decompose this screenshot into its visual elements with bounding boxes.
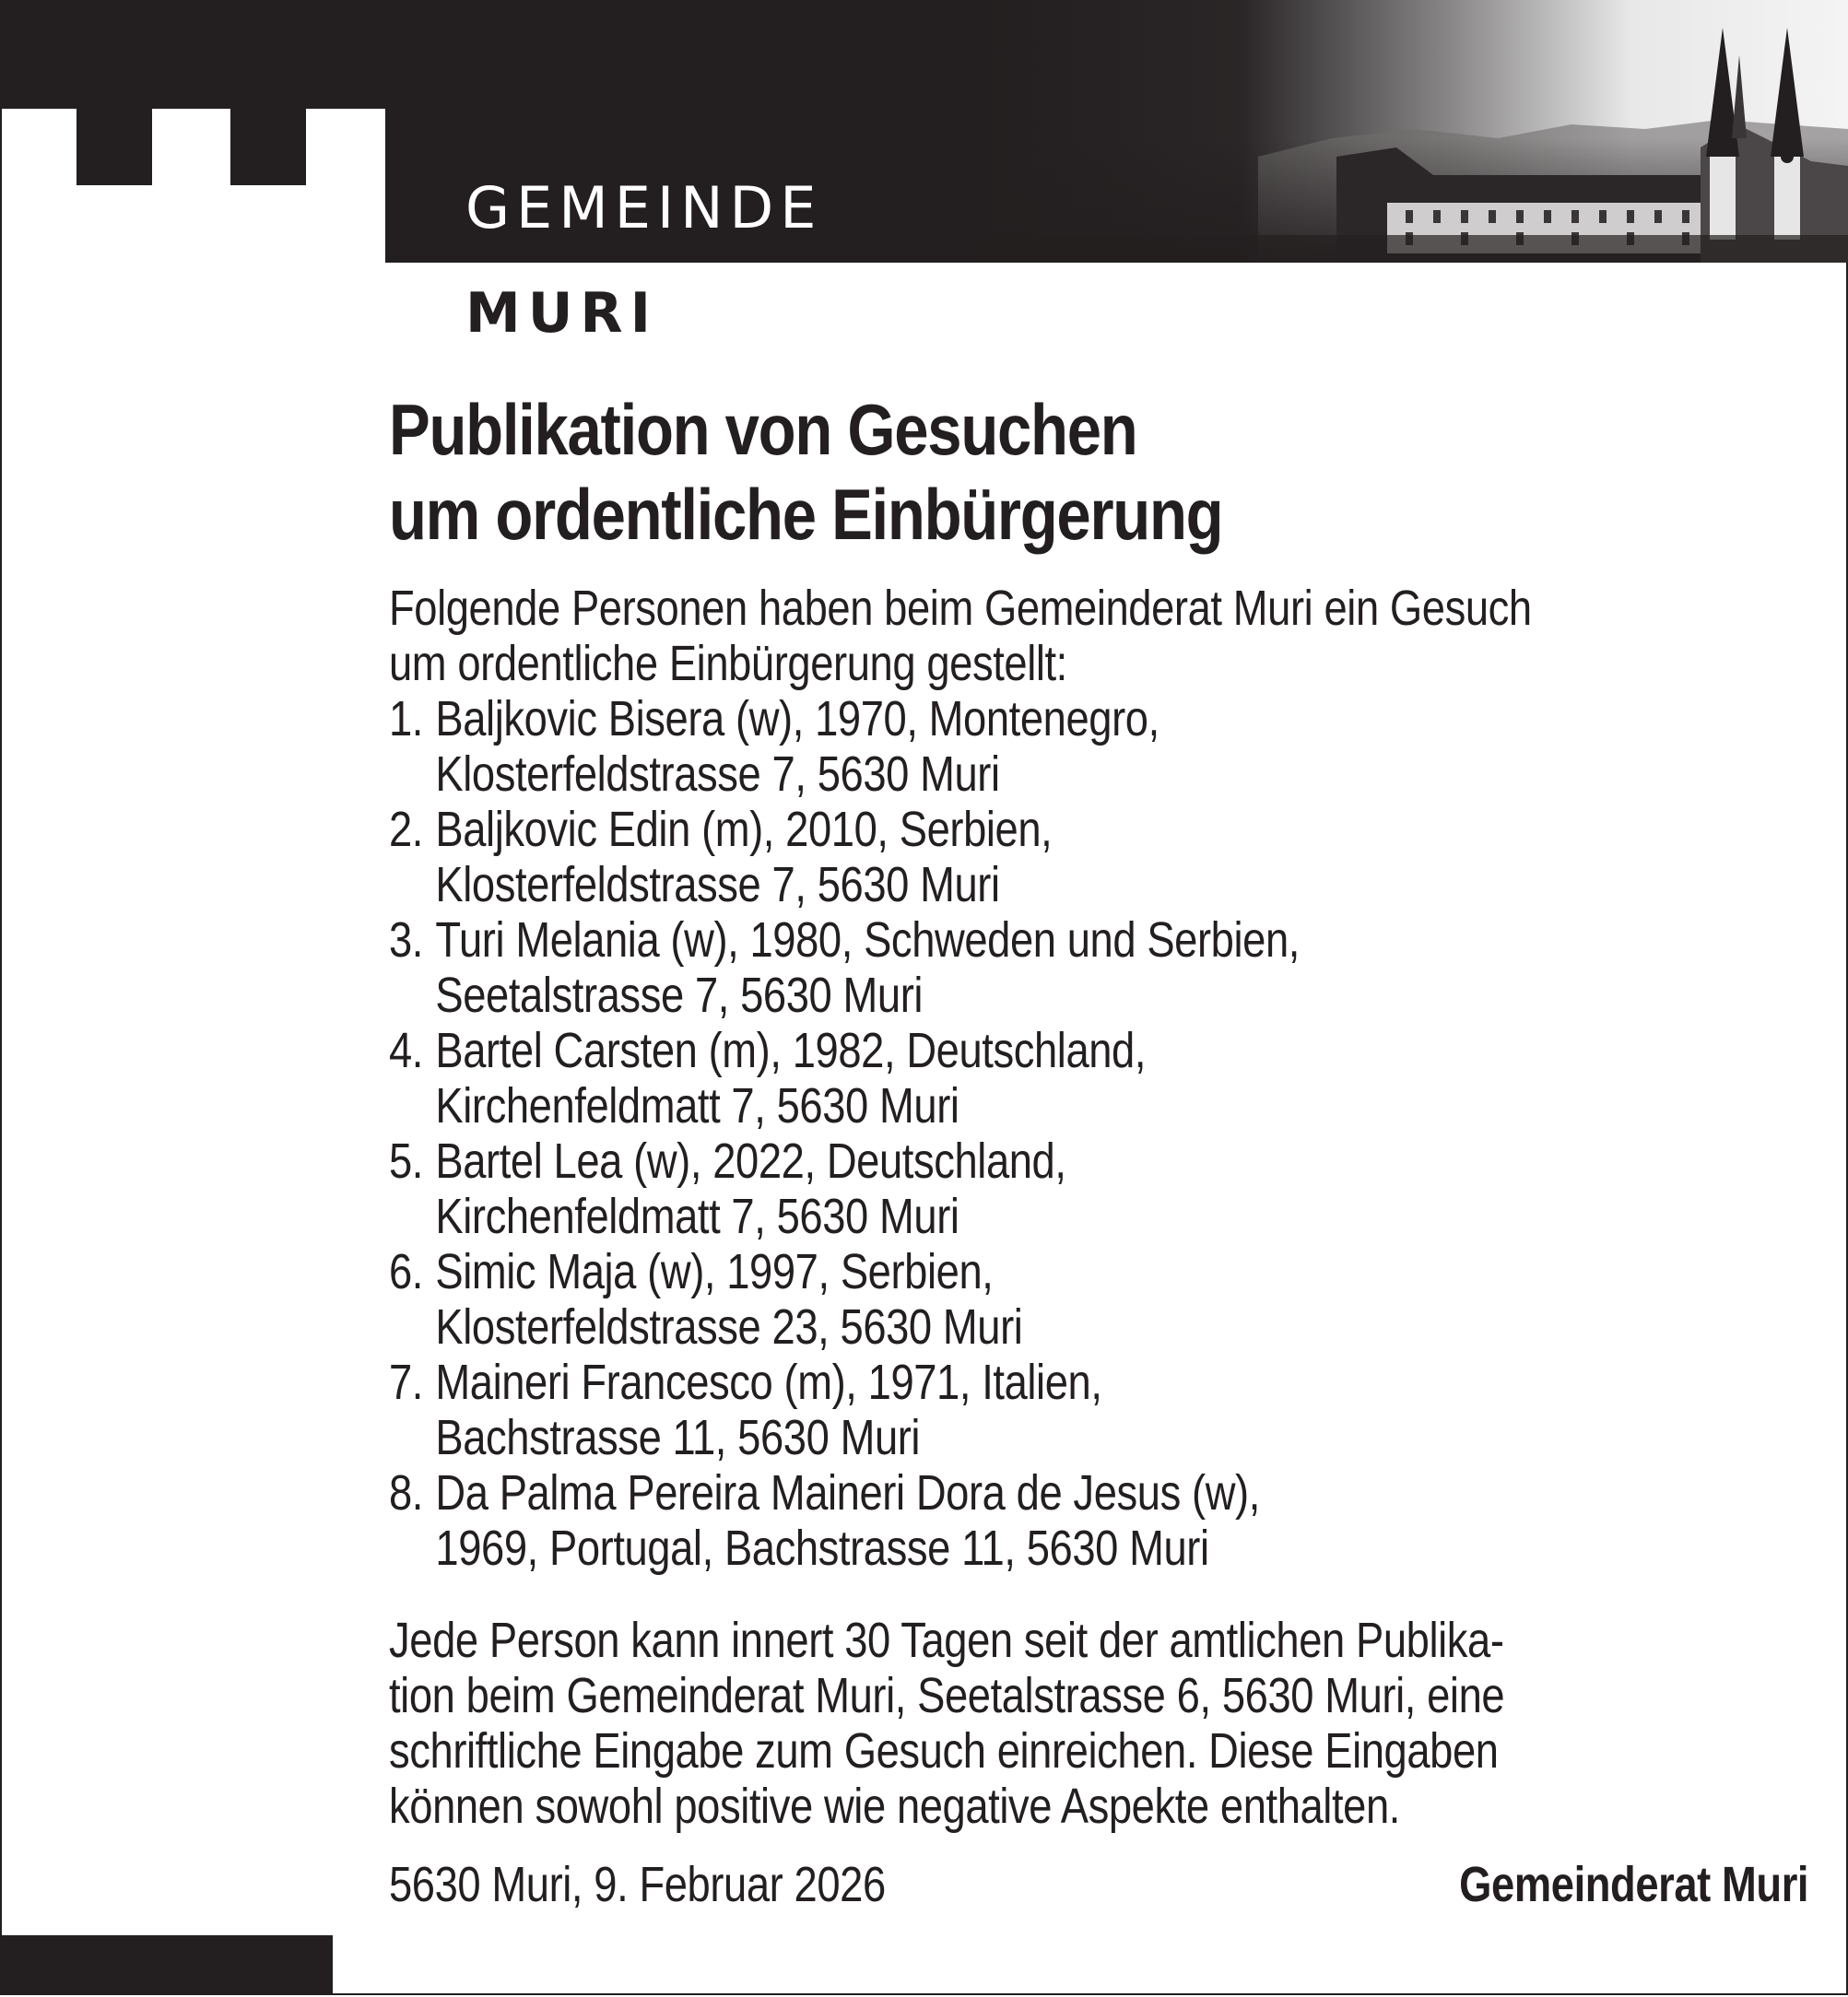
- signature: Gemeinderat Muri: [1459, 1857, 1808, 1912]
- intro-line-1: Folgende Personen haben beim Gemeinderat Muri ein Gesuch: [389, 581, 1532, 636]
- intro-paragraph: [389, 581, 1532, 691]
- logo-battlement-1: [77, 108, 152, 185]
- monastery-photo-icon: [982, 0, 1848, 263]
- applicant-details: Da Palma Pereira Maineri Dora de Jesus (w),: [435, 1465, 1260, 1521]
- item-number: 1.: [389, 691, 423, 746]
- applicant-address: Seetalstrasse 7, 5630 Muri: [435, 968, 924, 1023]
- applicant-address: Klosterfeldstrasse 7, 5630 Muri: [435, 857, 1000, 912]
- applicant-address: Kirchenfeldmatt 7, 5630 Muri: [435, 1189, 959, 1244]
- applicant-list: [389, 691, 1300, 1576]
- notice-content: [389, 387, 1808, 1912]
- closing-paragraph: [389, 1613, 1504, 1834]
- item-number: 6.: [389, 1244, 423, 1299]
- logo-battlement-2: [230, 108, 306, 185]
- applicant-details: Bartel Lea (w), 2022, Deutschland,: [435, 1134, 1066, 1189]
- applicant-address: Kirchenfeldmatt 7, 5630 Muri: [435, 1078, 959, 1134]
- item-number: 7.: [389, 1355, 423, 1410]
- applicant-details: Simic Maja (w), 1997, Serbien,: [435, 1244, 994, 1299]
- applicant-address: Bachstrasse 11, 5630 Muri: [435, 1410, 921, 1465]
- list-item: [389, 1355, 1300, 1465]
- brand-gemeinde-text: GEMEINDE: [465, 174, 823, 241]
- closing-line: Jede Person kann innert 30 Tagen seit der amtlichen Publika-: [389, 1613, 1504, 1668]
- item-number: 5.: [389, 1134, 423, 1189]
- closing-line: können sowohl positive wie negative Aspekte enthalten.: [389, 1779, 1400, 1834]
- applicant-details: Bartel Carsten (m), 1982, Deutschland,: [435, 1023, 1147, 1078]
- applicant-address: 1969, Portugal, Bachstrasse 11, 5630 Muri: [435, 1521, 1209, 1576]
- title-line-2: um ordentliche Einbürgerung: [389, 474, 1223, 555]
- list-item: [389, 912, 1300, 1023]
- list-item: [389, 1134, 1300, 1244]
- closing-line: schriftliche Eingabe zum Gesuch einreichen. Diese Eingaben: [389, 1723, 1499, 1779]
- item-number: 2.: [389, 802, 423, 857]
- list-item: [389, 691, 1300, 802]
- list-item: [389, 1465, 1300, 1576]
- applicant-details: Baljkovic Bisera (w), 1970, Montenegro,: [435, 691, 1159, 746]
- list-item: [389, 1244, 1300, 1355]
- applicant-address: Klosterfeldstrasse 7, 5630 Muri: [435, 746, 1000, 802]
- list-item: [389, 1023, 1300, 1134]
- item-number: 4.: [389, 1023, 423, 1078]
- brand-muri-text: MURI: [465, 281, 658, 346]
- item-number: 3.: [389, 912, 423, 968]
- applicant-details: Turi Melania (w), 1980, Schweden und Serbien,: [435, 912, 1300, 968]
- title-line-1: Publikation von Gesuchen: [389, 389, 1137, 470]
- closing-line: tion beim Gemeinderat Muri, Seetalstrasse 6, 5630 Muri, eine: [389, 1668, 1505, 1723]
- item-number: 8.: [389, 1465, 423, 1521]
- footer-bar: [0, 1935, 333, 1995]
- list-item: [389, 802, 1300, 912]
- applicant-details: Baljkovic Edin (m), 2010, Serbien,: [435, 802, 1053, 857]
- applicant-details: Maineri Francesco (m), 1971, Italien,: [435, 1355, 1102, 1410]
- applicant-address: Klosterfeldstrasse 23, 5630 Muri: [435, 1299, 1023, 1355]
- notice-title: [389, 387, 1609, 557]
- intro-line-2: um ordentliche Einbürgerung gestellt:: [389, 636, 1067, 691]
- place-and-date: 5630 Muri, 9. Februar 2026: [389, 1857, 886, 1912]
